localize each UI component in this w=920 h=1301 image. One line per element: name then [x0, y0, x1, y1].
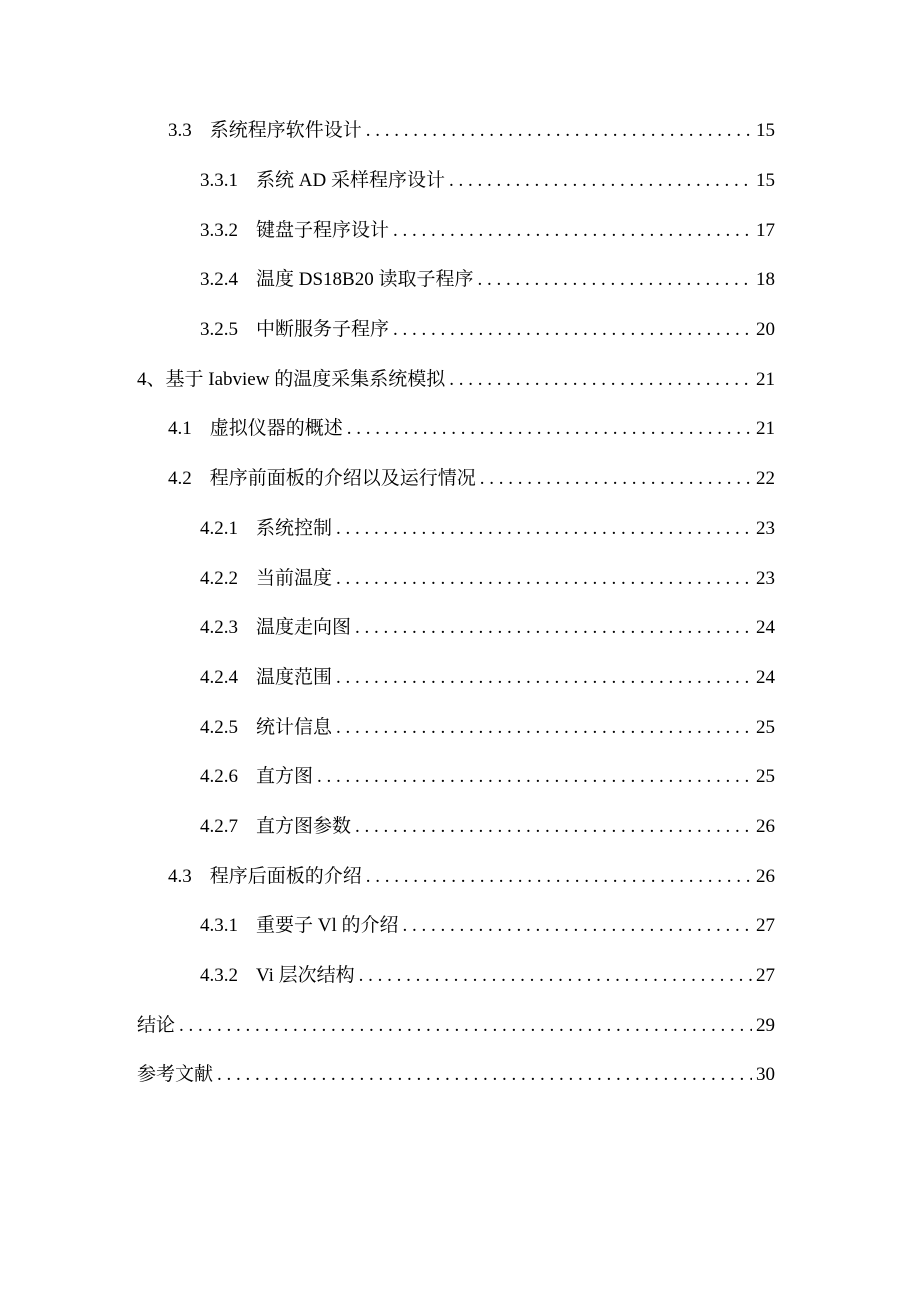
toc-entry[interactable] — [0, 255, 920, 305]
dot-leader — [366, 121, 752, 140]
toc-number: 4.2.1 — [200, 517, 238, 539]
toc-page-number: 23 — [756, 517, 775, 539]
toc-entry[interactable] — [0, 851, 920, 901]
toc-entry[interactable] — [0, 205, 920, 255]
toc-page-number: 25 — [756, 766, 775, 788]
table-of-contents — [0, 106, 920, 1100]
dot-leader — [393, 320, 752, 339]
toc-entry[interactable] — [0, 653, 920, 703]
toc-title: 重要子 Vl 的介绍 — [256, 915, 399, 937]
dot-leader — [480, 469, 752, 488]
toc-page-number: 26 — [756, 815, 775, 837]
toc-title: 系统程序软件设计 — [209, 120, 362, 142]
dot-leader — [355, 817, 752, 836]
toc-title: 键盘子程序设计 — [256, 219, 390, 241]
dot-leader — [366, 867, 752, 886]
dot-leader — [179, 1016, 752, 1035]
toc-page-number: 21 — [756, 368, 775, 390]
dot-leader — [359, 966, 752, 985]
toc-number: 4.2.2 — [200, 567, 238, 589]
toc-title: 程序后面板的介绍 — [209, 865, 362, 887]
toc-title: 结论 — [137, 1014, 176, 1036]
toc-number: 4.2 — [168, 468, 192, 490]
dot-leader — [403, 916, 752, 935]
toc-title: 参考文献 — [137, 1064, 214, 1086]
toc-title: 虚拟仪器的概述 — [209, 418, 343, 440]
toc-entry[interactable] — [0, 106, 920, 156]
dot-leader — [336, 519, 752, 538]
toc-page-number: 22 — [756, 468, 775, 490]
toc-number: 4.2.4 — [200, 666, 238, 688]
toc-page-number: 25 — [756, 716, 775, 738]
toc-page-number: 26 — [756, 865, 775, 887]
toc-entry[interactable] — [0, 603, 920, 653]
toc-page-number: 23 — [756, 567, 775, 589]
toc-title: 系统控制 — [256, 517, 333, 539]
toc-number: 4.1 — [168, 418, 192, 440]
toc-page-number: 24 — [756, 666, 775, 688]
toc-page-number: 15 — [756, 170, 775, 192]
toc-number: 3.2.5 — [200, 319, 238, 341]
toc-number: 3.3 — [168, 120, 192, 142]
toc-page-number: 15 — [756, 120, 775, 142]
toc-title: 直方图 — [256, 766, 314, 788]
toc-title: 当前温度 — [256, 567, 333, 589]
toc-number: 3.3.1 — [200, 170, 238, 192]
toc-number: 4.2.7 — [200, 815, 238, 837]
toc-number: 4.2.5 — [200, 716, 238, 738]
toc-title: 统计信息 — [256, 716, 333, 738]
toc-title: 4、基于 Iabview 的温度采集系统模拟 — [137, 368, 446, 390]
toc-page-number: 20 — [756, 319, 775, 341]
toc-title: Vi 层次结构 — [256, 965, 355, 987]
dot-leader — [355, 618, 752, 637]
dot-leader — [449, 370, 752, 389]
toc-title: 温度范围 — [256, 666, 333, 688]
dot-leader — [393, 221, 752, 240]
toc-page-number: 29 — [756, 1014, 775, 1036]
dot-leader — [336, 569, 752, 588]
toc-entry[interactable] — [0, 454, 920, 504]
toc-entry[interactable] — [0, 802, 920, 852]
toc-entry[interactable] — [0, 901, 920, 951]
toc-page-number: 30 — [756, 1064, 775, 1086]
dot-leader — [317, 767, 752, 786]
toc-number: 4.3.1 — [200, 915, 238, 937]
toc-page-number: 17 — [756, 219, 775, 241]
toc-entry[interactable] — [0, 553, 920, 603]
toc-title: 程序前面板的介绍以及运行情况 — [209, 468, 476, 490]
toc-title: 温度走向图 — [256, 617, 352, 639]
toc-entry[interactable] — [0, 354, 920, 404]
toc-number: 3.2.4 — [200, 269, 238, 291]
toc-entry[interactable] — [0, 1000, 920, 1050]
toc-page-number: 27 — [756, 965, 775, 987]
dot-leader — [477, 270, 752, 289]
toc-entry[interactable] — [0, 752, 920, 802]
dot-leader — [347, 419, 752, 438]
dot-leader — [336, 718, 752, 737]
toc-entry[interactable] — [0, 305, 920, 355]
toc-number: 4.3.2 — [200, 965, 238, 987]
toc-page-number: 27 — [756, 915, 775, 937]
toc-title: 中断服务子程序 — [256, 319, 390, 341]
toc-page-number: 24 — [756, 617, 775, 639]
toc-page-number: 21 — [756, 418, 775, 440]
toc-number: 4.2.6 — [200, 766, 238, 788]
toc-number: 4.2.3 — [200, 617, 238, 639]
dot-leader — [217, 1065, 752, 1084]
toc-entry[interactable] — [0, 504, 920, 554]
toc-entry[interactable] — [0, 156, 920, 206]
toc-entry[interactable] — [0, 1050, 920, 1100]
toc-title: 系统 AD 采样程序设计 — [256, 170, 445, 192]
toc-title: 温度 DS18B20 读取子程序 — [256, 269, 474, 291]
dot-leader — [336, 668, 752, 687]
toc-entry[interactable] — [0, 702, 920, 752]
dot-leader — [449, 171, 752, 190]
toc-number: 4.3 — [168, 865, 192, 887]
toc-page-number: 18 — [756, 269, 775, 291]
toc-entry[interactable] — [0, 404, 920, 454]
toc-entry[interactable] — [0, 951, 920, 1001]
toc-title: 直方图参数 — [256, 815, 352, 837]
toc-number: 3.3.2 — [200, 219, 238, 241]
